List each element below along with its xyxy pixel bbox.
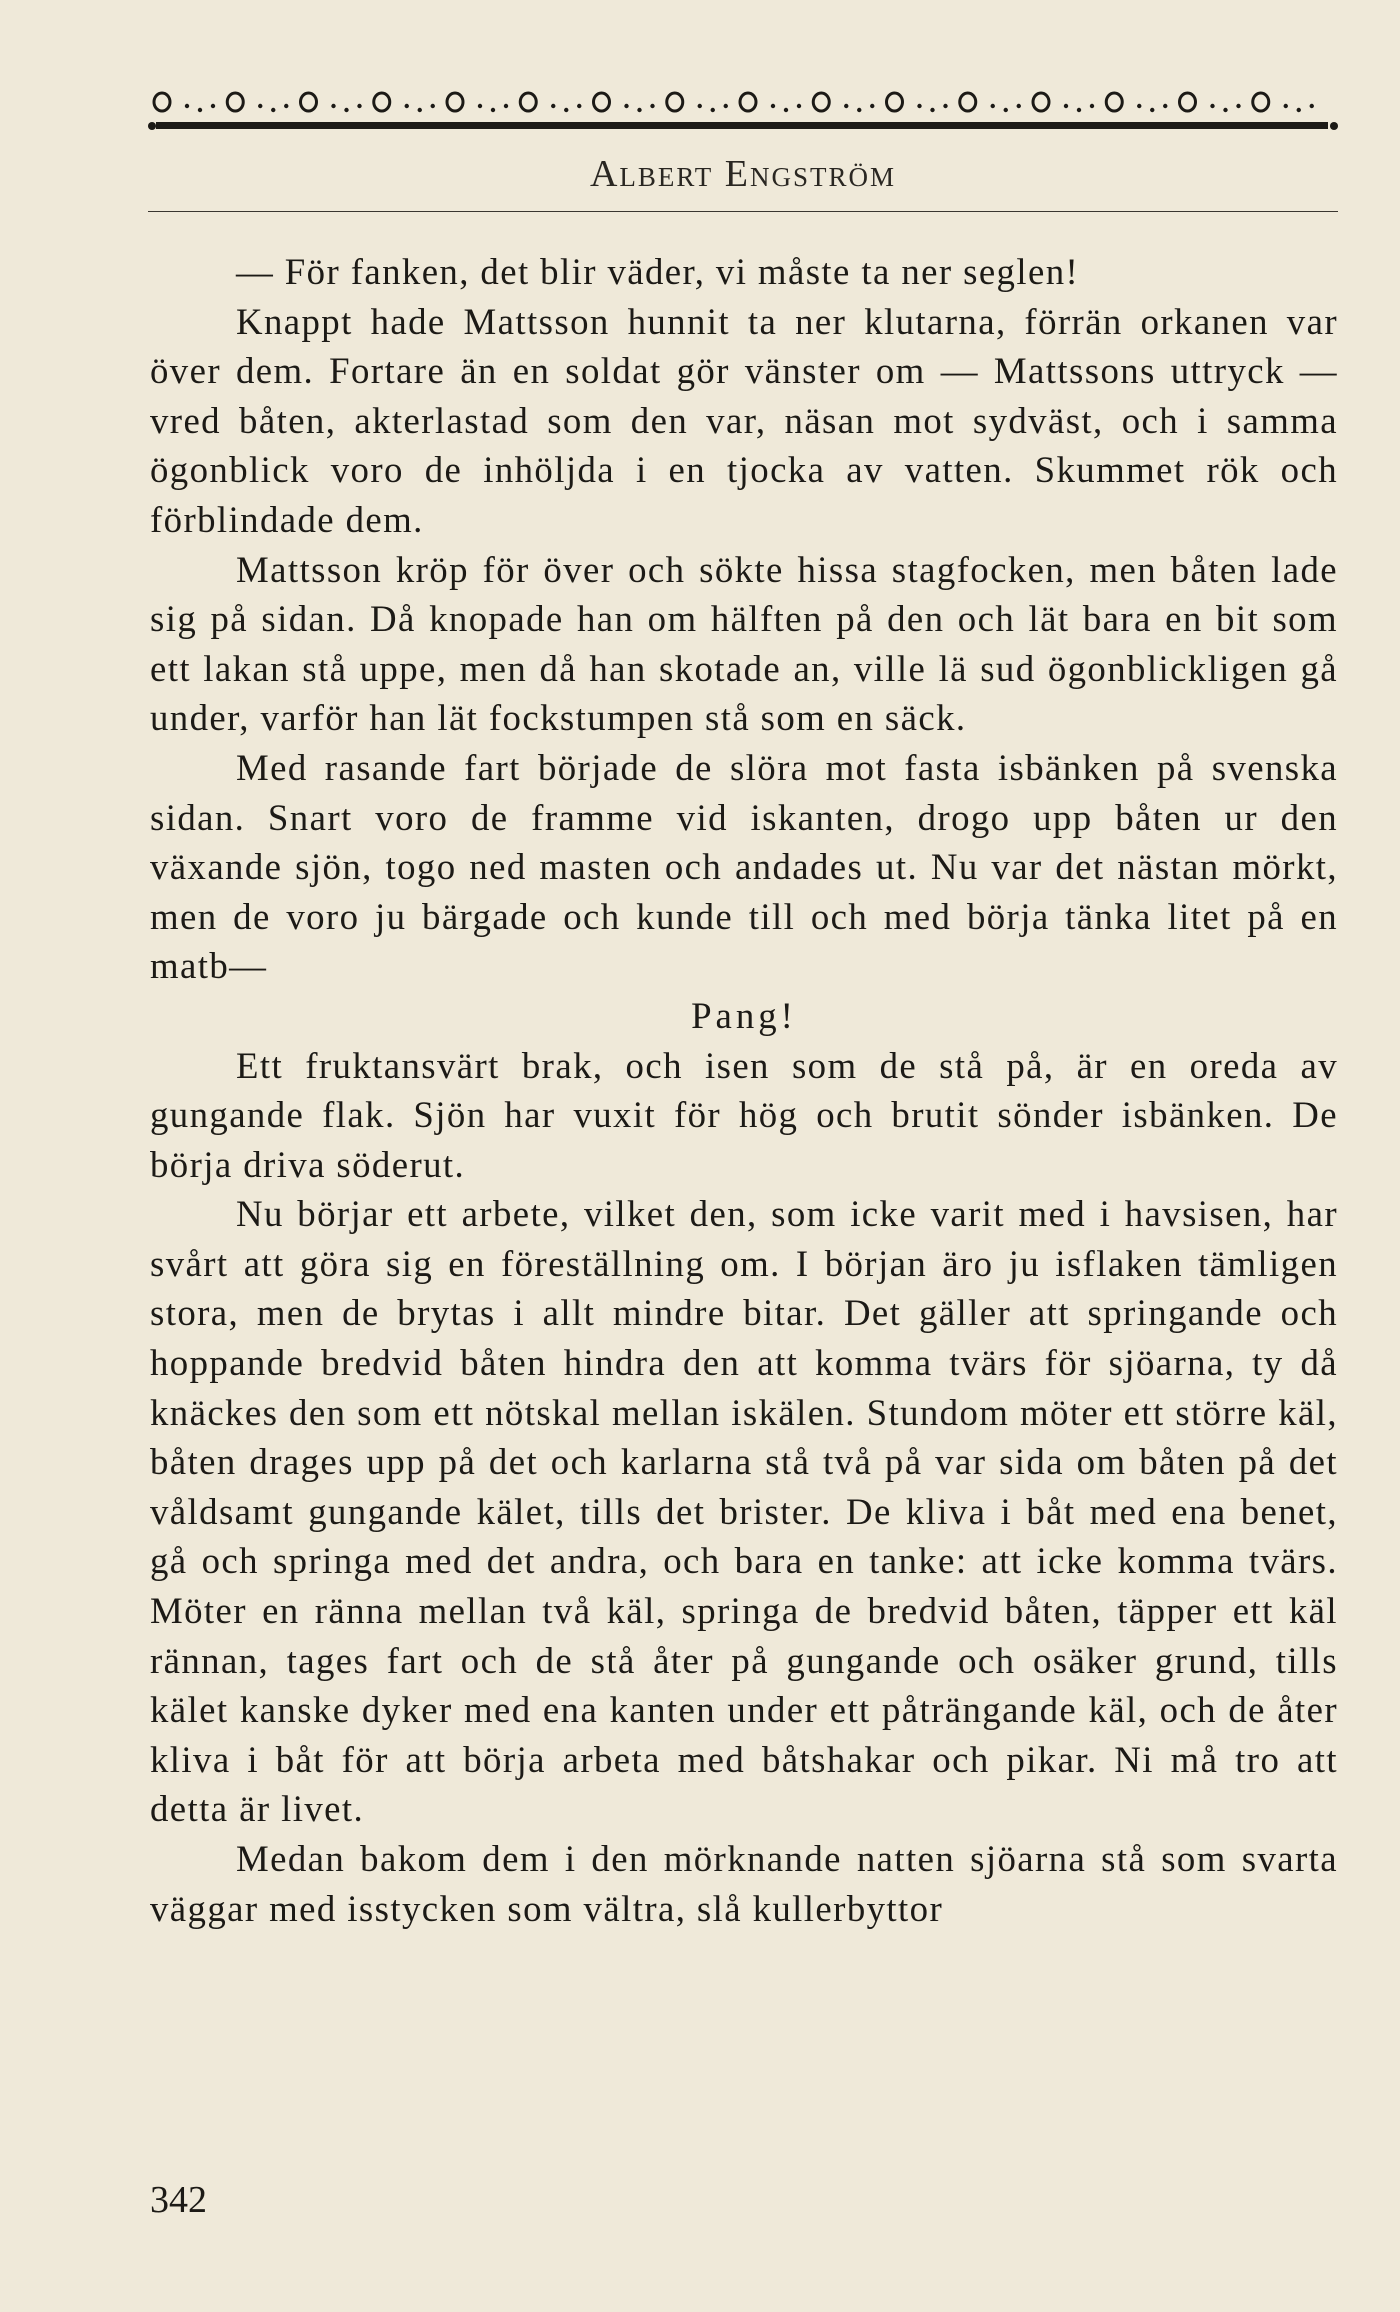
- paragraph: Med rasande fart började de slöra mot fasta isbänken på svenska sidan. Snart voro de framme vid iskanten, drogo upp båten ur den växande sjön, togo ned masten och andades ut. Nu var det nästan mörkt, men de voro ju bärgade och kunde till och med börja tänka litet på en matb—: [150, 746, 1338, 987]
- paragraph: Medan bakom dem i den mörknande natten sjöarna stå som svarta väggar med isstycken som vältra, slå kullerbyttor: [150, 1838, 1338, 1929]
- running-head-author: Albert Engström: [589, 153, 897, 195]
- page-number: 342: [150, 2179, 207, 2221]
- body-text: [150, 247, 1338, 1933]
- header-rule: [148, 211, 1338, 212]
- paragraph: — För fanken, det blir väder, vi måste ta ner seglen!: [236, 251, 1080, 292]
- paragraph: Knappt hade Mattsson hunnit ta ner klutarna, förrän orkanen var över dem. Fortare än en soldat gör vänster om — Mattssons uttryck — vred båten, akterlastad som den var, näsan mot sydväst, och i samma ögonblick voro de inhöljda i en tjocka av vatten. Skummet rök och förblindade dem.: [150, 300, 1338, 540]
- paragraph: Nu börjar ett arbete, vilket den, som icke varit med i havsisen, har svårt att göra sig en föreställning om. I början äro ju isflaken tämligen stora, men de brytas i allt mindre bitar. Det gäller att springande och hoppande bredvid båten hindra den att komma tvärs för sjöarna, ty då knäckes den som ett nötskal mellan iskälen. Stundom möter ett större käl, båten drages upp på det och karlarna stå två på var sida om båten på det våldsamt gungande kälet, tills det brister. De kliva i båt med ena benet, gå och springa med det andra, och bara en tanke: att icke komma tvärs. Möter en ränna mellan två käl, springa de bredvid båten, täpper ett käl rännan, tages fart och de stå åter på gungande och osäker grund, tills kälet kanske dyker med ena kanten under ett påträngande käl, och de åter kliva i båt för att börja arbeta med båtshakar och pikar. Ni må tro att detta är livet.: [150, 1193, 1338, 1830]
- decorative-header-ornament: [148, 70, 1338, 140]
- paragraph: Mattsson kröp för över och sökte hissa stagfocken, men båten lade sig på sidan. Då knopade han om hälften på den och lät bara en bit som ett lakan stå uppe, men då han skotade an, ville lä sud ögonblickligen gå under, varför han lät fockstumpen stå som en säck.: [150, 548, 1338, 739]
- paragraph: Ett fruktansvärt brak, och isen som de stå på, är en oreda av gungande flak. Sjön har vuxit för hög och brutit sönder isbänken. De börja driva söderut.: [150, 1044, 1338, 1185]
- exclamation-line: Pang!: [691, 994, 797, 1036]
